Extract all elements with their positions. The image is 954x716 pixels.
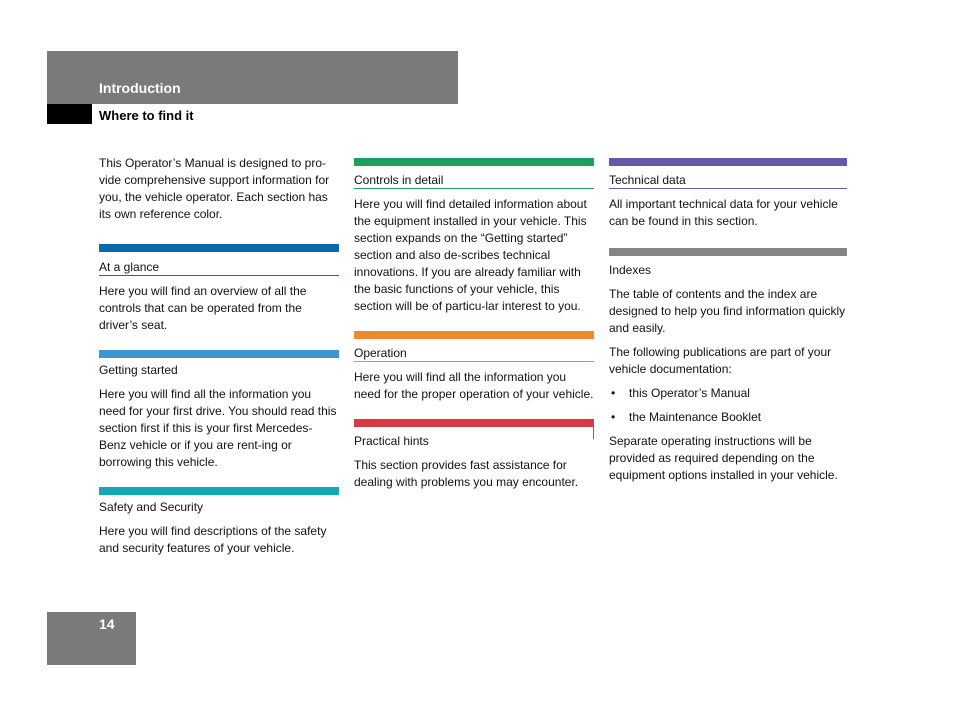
color-bar-operation — [354, 331, 594, 339]
section-safety-security — [99, 487, 339, 557]
section-indexes — [609, 248, 847, 484]
color-bar-practical — [354, 419, 594, 427]
color-bar-indexes — [609, 248, 847, 256]
section-heading: Getting started — [99, 363, 178, 377]
section-text: The table of contents and the index are designed to help you find information quickly and easily. — [609, 287, 846, 335]
section-controls-in-detail — [354, 158, 594, 315]
color-bar-technical — [609, 158, 847, 166]
section-getting-started — [99, 350, 339, 471]
page-number-box — [47, 612, 136, 665]
section-heading: Indexes — [609, 263, 652, 277]
publications-list — [609, 385, 847, 426]
section-text: All important technical data for your vehicle can be found in this section. — [609, 197, 838, 228]
column-3 — [609, 158, 847, 491]
section-heading: At a glance — [99, 260, 160, 274]
section-text: Here you will find descriptions of the safety and security features of your vehicle. — [99, 524, 327, 555]
color-bar-controls — [354, 158, 594, 166]
section-heading: Technical data — [609, 173, 686, 187]
color-bar-getting-started — [99, 350, 339, 358]
section-technical-data — [609, 158, 847, 230]
color-bar-safety — [99, 487, 339, 495]
section-at-a-glance — [99, 244, 339, 334]
section-heading: Safety and Security — [99, 500, 204, 514]
section-heading: Controls in detail — [354, 173, 444, 187]
section-heading: Practical hints — [354, 434, 429, 448]
intro-text: This Operator’s Manual is designed to pro-vide comprehensive support information for you, the vehicle operator. Each section has its own reference color. — [99, 156, 330, 221]
bullet-icon: • — [611, 410, 616, 424]
color-bar-at-a-glance — [99, 244, 339, 252]
header-band — [47, 51, 458, 104]
section-text: Here you will find all the information you need for the proper operation of your vehicle. — [354, 370, 594, 401]
section-operation — [354, 331, 594, 403]
section-heading: Operation — [354, 346, 407, 360]
list-item: • this Operator’s Manual — [611, 386, 750, 400]
list-item: • the Maintenance Booklet — [611, 410, 762, 424]
column-2 — [354, 158, 594, 498]
publications-intro: The following publications are part of your vehicle documentation: — [609, 345, 832, 376]
section-text: Here you will find an overview of all the controls that can be operated from the driver’s seat. — [99, 284, 307, 332]
section-marker — [47, 104, 92, 124]
section-practical-hints — [354, 419, 594, 491]
column-1 — [99, 155, 339, 564]
chapter-title: Introduction — [99, 80, 181, 96]
section-text: Here you will find detailed information about the equipment installed in your vehicle. This section expands on the “Getting started” section and also de-scribes technical innovations. If you are already familiar with the basic functions of your vehicle, this section will be of particu-lar interest to you. — [354, 197, 587, 313]
section-text: Here you will find all the information you need for your first drive. You should read this section first if this is your first Mercedes-Benz vehicle or if you are rent-ing or borrowing this vehicle. — [99, 387, 337, 469]
bullet-icon: • — [611, 386, 616, 400]
closing-text: Separate operating instructions will be provided as required depending on the equipment options installed in your vehicle. — [609, 434, 838, 482]
page-number: 14 — [99, 616, 115, 632]
section-subtitle: Where to find it — [99, 108, 194, 123]
section-text: This section provides fast assistance for dealing with problems you may encounter. — [354, 458, 579, 489]
